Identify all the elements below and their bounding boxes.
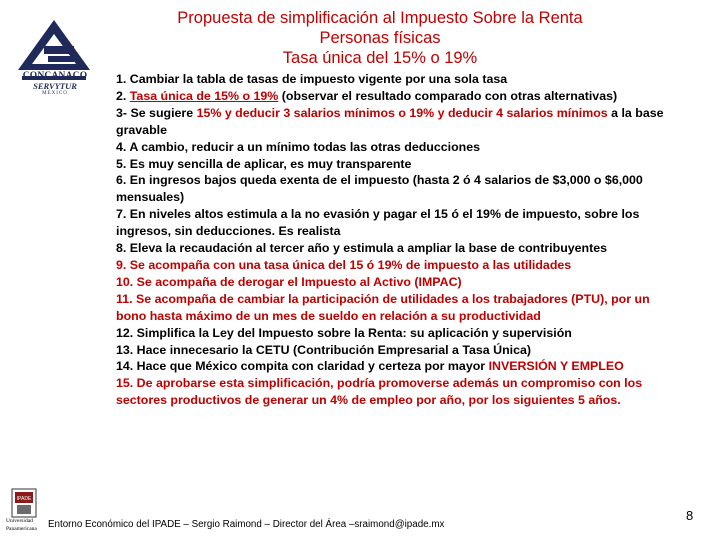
list-item: 5. Es muy sencilla de aplicar, es muy transparente [116, 156, 412, 171]
title-line-1: Propuesta de simplificación al Impuesto Sobre la Renta [177, 9, 583, 27]
concanaco-logo-text [8, 71, 102, 96]
list-item: 12. Simplifica la Ley del Impuesto sobre la Renta: su aplicación y supervisión [116, 325, 572, 340]
item-text: (observar el resultado comparado con otras alternativas) [278, 88, 618, 103]
tasa-unica-link[interactable]: Tasa única de 15% o 19% [129, 88, 279, 103]
ipade-sub-line-2: Panamericana [6, 525, 37, 532]
logo-line-1: CONCANACO [22, 71, 88, 81]
list-item [116, 105, 666, 139]
title-line-2: Personas físicas [319, 29, 441, 47]
list-item: 9. Se acompaña con una tasa única del 15 ó 19% de impuesto a las utilidades [116, 257, 572, 272]
item-text: 14. Hace que México compita con claridad y certeza por mayor [116, 359, 489, 374]
list-item: 4. A cambio, reducir a un mínimo todas las otras deducciones [116, 139, 481, 154]
ipade-logo-label: IPADE [16, 496, 32, 502]
item-text: a la base gravable [116, 105, 664, 137]
title-line-3: Tasa única del 15% o 19% [282, 49, 478, 67]
page-number: 8 [686, 508, 694, 523]
ipade-sub-line-1: Universidad [6, 518, 33, 524]
list-item: 7. En niveles altos estimula a la no evasión y pagar el 15 ó el 19% de impuesto, sobre los ingresos, sin deducciones. Es realista [116, 207, 640, 239]
list-item [116, 88, 666, 105]
list-item: 10. Se acompaña de derogar el Impuesto al Activo (IMPAC) [116, 274, 462, 289]
logo-line-2: SERVYTUR [33, 81, 77, 91]
slide-title [80, 8, 680, 68]
proposal-list [116, 71, 666, 409]
item-text: 3- Se sugiere [116, 105, 197, 120]
item-prefix: 2. [116, 88, 130, 103]
footer-text: Entorno Económico del IPADE – Sergio Raimond – Director del Área –sraimond@ipade.mx [48, 519, 445, 530]
list-item: 1. Cambiar la tabla de tasas de impuesto vigente por una sola tasa [116, 72, 508, 86]
list-item: 8. Eleva la recaudación al tercer año y estimula a ampliar la base de contribuyentes [116, 241, 608, 256]
highlight-text: 15% y deducir 3 salarios mínimos o 19% y deducir 4 salarios mínimos [196, 105, 608, 120]
list-item: 13. Hace innecesario la CETU (Contribución Empresarial a Tasa Única) [116, 342, 531, 357]
logo-line-3: MÉXICO [42, 91, 68, 96]
list-item: 15. De aprobarse esta simplificación, podría promoverse además un compromiso con los sectores productivos de generar un 4% de empleo por año, por los siguientes 5 años. [116, 376, 643, 408]
list-item: 11. Se acompaña de cambiar la participación de utilidades a los trabajadores (PTU), por un bono hasta máximo de un mes de sueldo en relación a su productividad [116, 291, 650, 323]
list-item: 6. En ingresos bajos queda exenta de el impuesto (hasta 2 ó 4 salarios de $3,000 o $6,000 mensuales) [116, 173, 643, 205]
list-item [116, 358, 666, 375]
ipade-logo-icon [11, 488, 37, 518]
highlight-text: INVERSIÓN Y EMPLEO [488, 359, 624, 374]
